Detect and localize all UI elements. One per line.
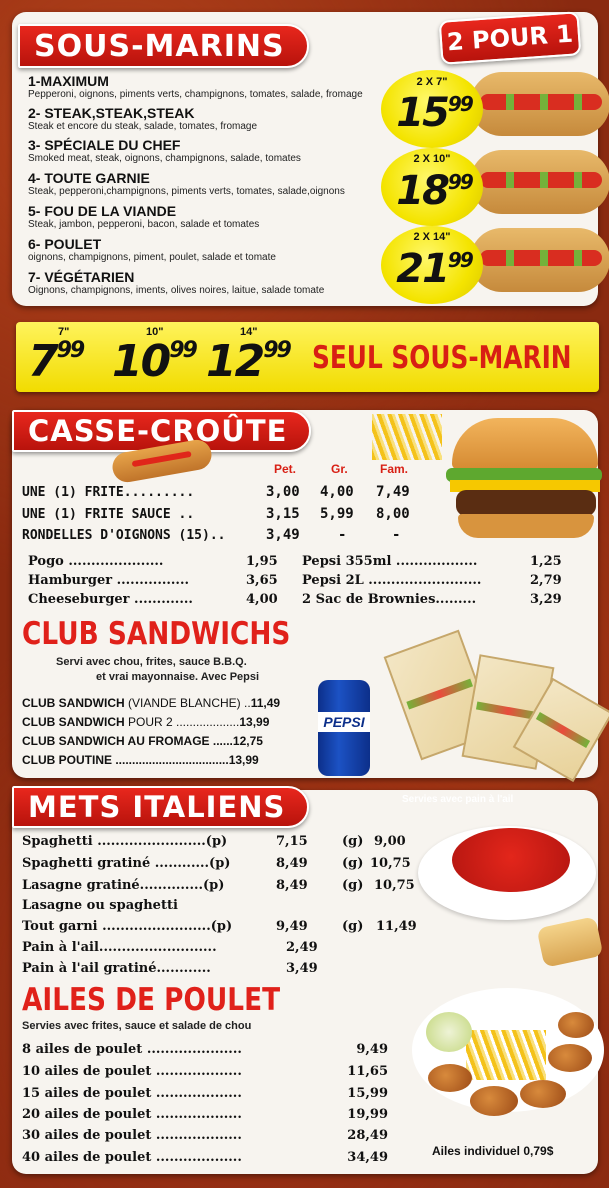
sub-item-name: 3- SPÉCIALE DU CHEF [28,137,181,153]
italian-item-p: 8,49 [276,856,308,871]
club-item-name: CLUB SANDWICH AU FROMAGE [22,734,210,748]
italian-item-name: Spaghetti gratiné ............(p) [22,856,231,871]
sub-item-name: 5- FOU DE LA VIANDE [28,203,177,219]
italian-combo-line2: Tout garni ........................(p) [22,919,233,934]
submarine-sandwich-image [470,228,609,292]
club-item-name: CLUB SANDWICH [22,696,125,710]
cc-row-fam: 7,49 [376,484,410,500]
spaghetti-sauce [452,828,570,892]
sub-item-5 [28,204,388,231]
cc-row-pet: 3,49 [266,527,300,543]
price-cents: 99 [169,338,196,363]
club-item-extra: (VIANDE BLANCHE) .. [124,696,251,710]
single-price-14 [206,336,290,387]
ailes-item-price: 9,49 [356,1042,388,1057]
snack-item-price: 4,00 [246,592,278,607]
snack-item-price: 1,95 [246,554,278,569]
sub-item-name: 4- TOUTE GARNIE [28,170,150,186]
size-label-7: 7" [58,326,70,338]
wings-fries-image [466,1030,546,1080]
snack-item-name: Pogo ..................... [28,554,164,569]
italian-item-p: 7,15 [276,834,308,849]
club-item-extra: POUR 2 ................... [124,715,240,729]
deal-size: 2 X 14" [413,231,451,243]
bread-item-price: 2,49 [286,940,318,955]
chicken-wing [520,1080,566,1108]
bread-item-price: 3,49 [286,961,318,976]
club-item-price: 13,99 [228,753,259,767]
burger-bun-bottom [458,514,594,538]
drink-item-name: Pepsi 2L ......................... [302,573,482,588]
casse-croute-title-text: CASSE-CROÛTE [28,414,288,448]
chicken-wing [548,1044,592,1072]
cc-row-gr: 5,99 [320,506,354,522]
cc-row-name: UNE (1) FRITE......... [22,485,195,500]
cc-row-name: UNE (1) FRITE SAUCE .. [22,507,195,522]
col-head-pet: Pet. [274,462,297,476]
deal-price-dollars: 21 [396,246,448,292]
italian-item-g-label: (g) [342,856,364,871]
italian-item-p: 8,49 [276,878,308,893]
club-item-name: CLUB SANDWICH [22,715,125,729]
sub-item-6 [28,237,388,264]
price-cents: 99 [263,338,290,363]
ailes-individual: Ailes individuel 0,79$ [432,1144,554,1158]
ailes-item-name: 10 ailes de poulet ................... [22,1064,242,1079]
single-sub-label: SEUL SOUS-MARIN [312,340,572,376]
sub-item-desc: Pepperoni, oignons, piments verts, champignons, tomates, salade, fromage [28,89,363,100]
cc-row-pet: 3,00 [266,484,300,500]
ailes-item-name: 20 ailes de poulet ................... [22,1107,242,1122]
ailes-item-price: 19,99 [347,1107,388,1122]
sub-item-desc: Smoked meat, steak, oignons, champignons, salade, tomates [28,153,301,164]
drink-item-name: Pepsi 355ml .................. [302,554,478,569]
bread-item-name: Pain à l'ail.......................... [22,940,217,955]
mets-italiens-title [12,786,309,828]
promo-badge-text: 2 POUR 1 [446,19,574,57]
deal-price [386,168,482,214]
cc-row-fam: - [392,527,401,543]
price-dollars: 10 [112,336,170,387]
ailes-item-price: 11,65 [347,1064,388,1079]
club-item [22,734,263,748]
italian-combo-g-label: (g) [342,919,364,934]
ailes-item-name: 30 ailes de poulet ................... [22,1128,242,1143]
sub-item-desc: oignons, champignons, piment, poulet, salade et tomate [28,252,276,263]
fries-image [372,414,442,460]
deal-price-dollars: 15 [396,90,448,136]
italian-combo-line1: Lasagne ou spaghetti [22,898,178,913]
snack-item-name: Hamburger ................ [28,573,190,588]
burger-patty [456,490,596,516]
drink-item-price: 2,79 [530,573,562,588]
deal-size: 2 X 7" [416,76,448,88]
italian-item-g: 9,00 [374,834,406,849]
cc-row-fam: 8,00 [376,506,410,522]
submarine-sandwich-image [470,72,609,136]
drink-item-price: 3,29 [530,592,562,607]
sub-item-4 [28,171,388,198]
deal-price-cents: 99 [447,170,472,194]
italian-item-g: 10,75 [370,856,411,871]
drink-item-name: 2 Sac de Brownies......... [302,592,477,607]
italian-item-name: Spaghetti ........................(p) [22,834,228,849]
chicken-wing [428,1064,472,1092]
ailes-subtitle: Servies avec frites, sauce et salade de chou [22,1020,252,1032]
col-head-gr: Gr. [331,462,348,476]
italian-item-g-label: (g) [342,834,364,849]
club-item-name: CLUB POUTINE [22,753,112,767]
pepsi-logo: PEPSI [323,714,365,730]
sub-item-name: 6- POULET [28,236,102,252]
club-sandwichs-title: CLUB SANDWICHS [22,616,291,652]
burger-image [452,418,598,470]
sub-item-desc: Steak, pepperoni,champignons, piments verts, tomates, salade,oignons [28,186,345,197]
deal-price-dollars: 18 [396,168,448,214]
deal-price [386,90,482,136]
sub-item-name: 2- STEAK,STEAK,STEAK [28,105,195,121]
col-head-fam: Fam. [380,462,409,476]
club-item-extra: .................................. [112,753,229,767]
ailes-item-name: 40 ailes de poulet ................... [22,1150,242,1165]
sous-marins-title-text: SOUS-MARINS [34,28,285,64]
mets-italiens-title-text: METS ITALIENS [28,790,286,824]
deal-price [386,246,482,292]
ailes-title: AILES DE POULET [22,982,281,1018]
club-item-extra: ...... [209,734,233,748]
sub-item-desc: Oignons, champignons, iments, olives noires, laitue, salade tomate [28,285,325,296]
price-dollars: 12 [206,336,264,387]
sub-item-1 [28,74,388,101]
deal-price-cents: 99 [447,92,472,116]
sub-item-3 [28,138,388,165]
price-cents: 99 [56,338,84,363]
snack-item-name: Cheeseburger ............. [28,592,193,607]
ailes-item-price: 15,99 [347,1086,388,1101]
sub-item-7 [28,270,388,297]
club-item-price: 13,99 [239,715,270,729]
chicken-wing [558,1012,594,1038]
single-price-10 [112,336,196,387]
chicken-wing [470,1086,518,1116]
sub-item-name: 1-MAXIMUM [28,73,109,89]
italian-combo-g: 11,49 [376,919,417,934]
sub-item-desc: Steak et encore du steak, salade, tomates, fromage [28,121,258,132]
sous-marins-title [18,24,309,68]
cc-row-gr: 4,00 [320,484,354,500]
cc-row-name: RONDELLES D'OIGNONS (15).. [22,528,226,543]
italian-item-name: Lasagne gratiné..............(p) [22,878,225,893]
ailes-item-price: 28,49 [347,1128,388,1143]
cc-row-gr: - [338,527,347,543]
sub-item-name: 7- VÉGÉTARIEN [28,269,135,285]
drink-item-price: 1,25 [530,554,562,569]
ailes-item-name: 15 ailes de poulet ................... [22,1086,242,1101]
club-item-price: 12,75 [232,734,263,748]
snack-item-price: 3,65 [246,573,278,588]
submarine-sandwich-image [470,150,609,214]
club-subtitle-1: Servi avec chou, frites, sauce B.B.Q. [56,656,247,668]
club-item-price: 11,49 [250,696,281,710]
cc-row-pet: 3,15 [266,506,300,522]
ailes-item-price: 34,49 [347,1150,388,1165]
deal-size: 2 X 10" [413,153,451,165]
ailes-item-name: 8 ailes de poulet ..................... [22,1042,242,1057]
price-dollars: 7 [28,336,57,387]
club-subtitle-2: et vrai mayonnaise. Avec Pepsi [96,671,260,683]
italian-item-g-label: (g) [342,878,364,893]
coleslaw-cup [426,1012,472,1052]
italian-item-g: 10,75 [374,878,415,893]
sub-item-desc: Steak, jambon, pepperoni, bacon, salade et tomates [28,219,260,230]
italiens-note: Servies avec pain à l'ail [402,794,514,805]
italian-combo-p: 9,49 [276,919,308,934]
size-label-10: 10" [146,326,164,338]
club-item [22,753,259,767]
sub-item-2 [28,106,388,133]
bread-item-name: Pain à l'ail gratiné............ [22,961,211,976]
club-item [22,715,269,729]
size-label-14: 14" [240,326,258,338]
club-item [22,696,280,710]
deal-price-cents: 99 [447,248,472,272]
single-price-7 [28,336,83,387]
